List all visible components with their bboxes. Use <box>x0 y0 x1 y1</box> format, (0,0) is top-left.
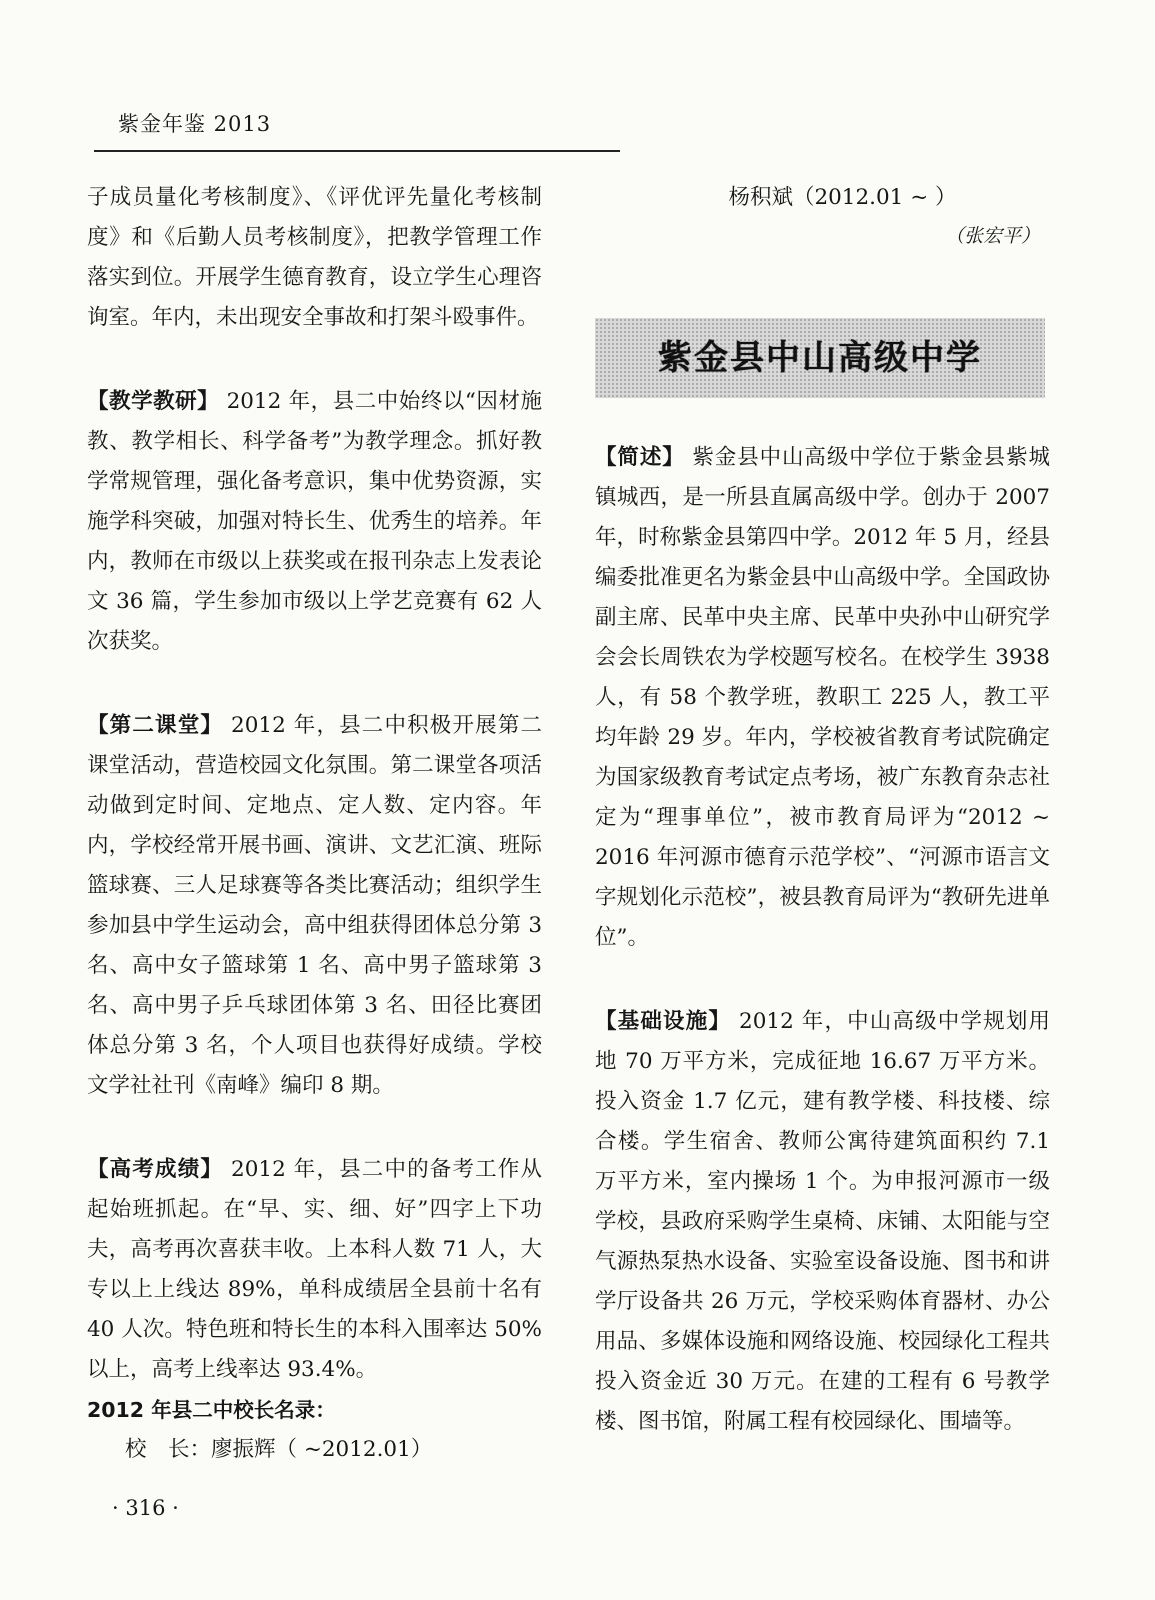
principal-list-title: 2012 年县二中校长名录： <box>87 1398 336 1422</box>
left-column <box>87 178 542 1470</box>
running-title: 紫金年鉴 2013 <box>118 112 272 136</box>
teaching-heading: 【教学教研】 <box>87 389 220 414</box>
continued-paragraph: 子成员量化考核制度》、《评优评先量化考核制度》和《后勤人员考核制度》，把教学管理工作落实到位。开展学生德育教育，设立学生心理咨询室。年内，未出现安全事故和打架斗殴事件。 <box>87 185 542 330</box>
banner-title: 紫金县中山高级中学 <box>658 338 982 378</box>
overview-heading: 【简述】 <box>595 445 685 470</box>
infrastructure-body: 2012 年，中山高级中学规划用地 70 万平方米，完成征地 16.67 万平方米。投入资金 1.7 亿元，建有教学楼、科技楼、综合楼。学生宿舍、教师公寓待建筑面积约 7.1 万平方米，室内操场 1 个。为申报河源市一级学校，县政府采购学生桌椅、床铺、太阳能与空气源热泵热水设备、实验室设备设施、图书和讲学厅设备共 26 万元，学校采购体育器材、办公用品、多媒体设施和网络设施、校园绿化工程共投入资金近 30 万元。在建的工程有 6 号教学楼、图书馆，附属工程有校园绿化、围墙等。 <box>595 1009 1050 1434</box>
infrastructure-heading: 【基础设施】 <box>595 1009 732 1034</box>
author-byline: （张宏平） <box>944 225 1040 247</box>
principal-entry: 校 长：廖振辉（ ~2012.01） <box>125 1437 433 1462</box>
second-classroom-body: 2012 年，县二中积极开展第二课堂活动，营造校园文化氛围。第二课堂各项活动做到定时间、定地点、定人数、定内容。年内，学校经常开展书画、演讲、文艺汇演、班际篮球赛、三人足球赛等各类比赛活动；组织学生参加县中学生运动会，高中组获得团体总分第 3 名、高中女子篮球第 1 名、高中男子篮球第 3 名、高中男子乒乓球团体第 3 名、田径比赛团体总分第 3 名，个人项目也获得好成绩。学校文学社社刊《南峰》编印 8 期。 <box>87 713 542 1098</box>
principal-continued: 杨积斌（2012.01 ~ ） <box>728 185 957 210</box>
header-rule <box>94 150 620 152</box>
second-classroom-section <box>87 706 542 1106</box>
second-classroom-heading: 【第二课堂】 <box>87 713 224 738</box>
right-column <box>595 178 1050 1442</box>
page-number: · 316 · <box>112 1496 179 1520</box>
overview-body: 紫金县中山高级中学位于紫金县紫城镇城西，是一所县直属高级中学。创办于 2007 年，时称紫金县第四中学。2012 年 5 月，经县编委批准更名为紫金县中山高级中学。全国政协副主席、民革中央主席、民革中央孙中山研究学会会长周铁农为学校题写校名。在校学生 3938 人，有 58 个教学班，教职工 225 人，教工平均年龄 29 岁。年内，学校被省教育考试院确定为国家级教育考试定点考场，被广东教育杂志社定为“理事单位”，被市教育局评为“2012 ~ 2016 年河源市德育示范学校”、“河源市语言文字规划化示范校”，被县教育局评为“教研先进单位”。 <box>595 445 1050 950</box>
exam-results-body: 2012 年，县二中的备考工作从起始班抓起。在“早、实、细、好”四字上下功夫，高考再次喜获丰收。上本科人数 71 人，大专以上上线达 89%，单科成绩居全县前十名有 40 人次。特色班和特长生的本科入围率达 50% 以上，高考上线率达 93.4%。 <box>87 1157 542 1382</box>
exam-results-section <box>87 1150 542 1390</box>
exam-results-heading: 【高考成绩】 <box>87 1157 224 1182</box>
teaching-section <box>87 382 542 662</box>
teaching-body: 2012 年，县二中始终以“因材施教、教学相长、科学备考”为教学理念。抓好教学常规管理，强化备考意识，集中优势资源，实施学科突破，加强对特长生、优秀生的培养。年内，教师在市级以上获奖或在报刊杂志上发表论文 36 篇，学生参加市级以上学艺竞赛有 62 人次获奖。 <box>87 389 542 654</box>
overview-section <box>595 438 1050 958</box>
section-banner <box>595 318 1045 398</box>
infrastructure-section <box>595 1002 1050 1442</box>
